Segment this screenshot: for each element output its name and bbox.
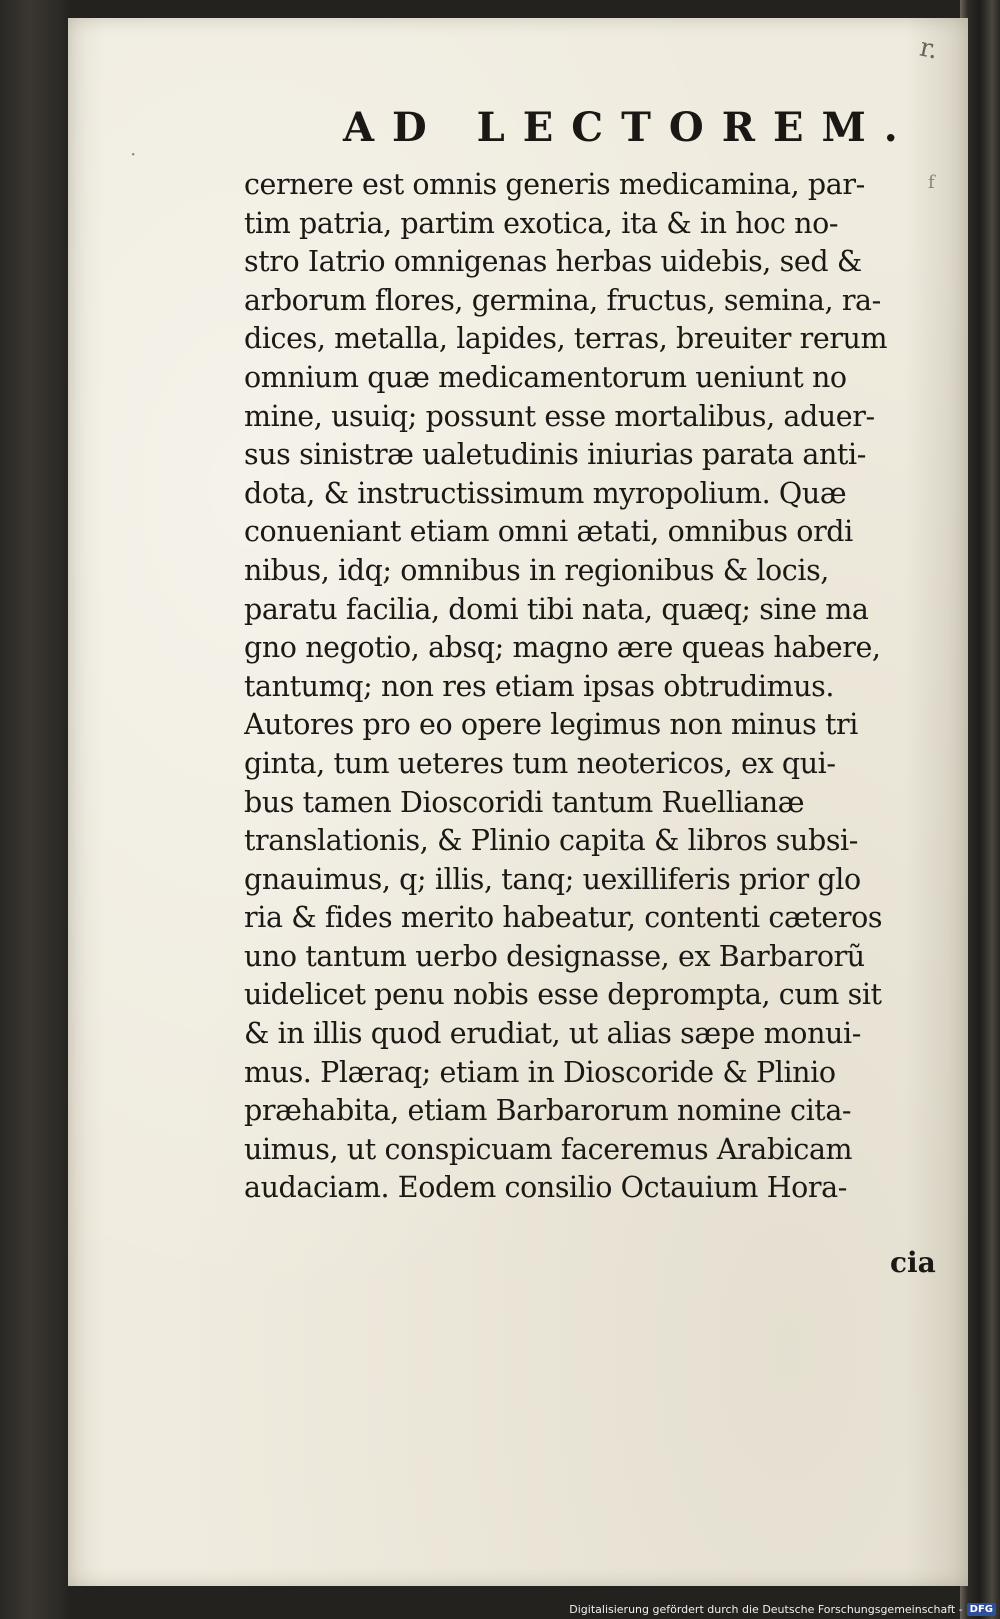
catchword: cia [890, 1246, 936, 1279]
margin-mark-left-dot: · [130, 142, 137, 166]
text-line: uidelicet penu nobis esse deprompta, cum sit [244, 978, 882, 1012]
text-line: ginta, tum ueteres tum neotericos, ex qui- [244, 746, 836, 780]
margin-mark-top-right: r. [917, 32, 941, 66]
text-line: & in illis quod erudiat, ut alias sæpe monui- [244, 1017, 861, 1051]
dfg-logo: DFG [967, 1603, 996, 1616]
text-line: mine, usuiq; possunt esse mortalibus, aduer- [244, 399, 875, 433]
text-line: arborum flores, germina, fructus, semina, ra- [244, 283, 881, 317]
text-line: sus sinistræ ualetudinis iniurias parata anti- [244, 438, 866, 472]
footer-credit [569, 1599, 1000, 1619]
text-line: cernere est omnis generis medicamina, par- [244, 168, 865, 201]
footer-text: Digitalisierung gefördert durch die Deutsche Forschungsgemeinschaft - [569, 1602, 963, 1616]
text-line: audaciam. Eodem consilio Octauium Hora- [244, 1171, 847, 1205]
text-line: dota, & instructissimum myropolium. Quæ [244, 476, 847, 510]
text-line: nibus, idq; omnibus in regionibus & locis, [244, 553, 829, 587]
text-line: dices, metalla, lapides, terras, breuiter rerum [244, 322, 888, 356]
text-line: paratu facilia, domi tibi nata, quæq; sine ma [244, 592, 869, 626]
text-block [244, 166, 964, 1208]
text-line: præhabita, etiam Barbarorum nomine cita- [244, 1094, 852, 1128]
text-line: ria & fides merito habeatur, contenti cæteros [244, 901, 883, 935]
text-line: bus tamen Dioscoridi tantum Ruellianæ [244, 785, 805, 819]
text-line: tantumq; non res etiam ipsas obtrudimus. [244, 669, 835, 703]
page-header: AD LECTOREM. [343, 104, 916, 151]
text-line: gno negotio, absq; magno ære queas habere, [244, 631, 881, 665]
text-line: Autores pro eo opere legimus non minus tri [244, 708, 858, 742]
text-line: uimus, ut conspicuam faceremus Arabicam [244, 1132, 853, 1166]
text-line: tim patria, partim exotica, ita & in hoc no- [244, 206, 839, 240]
text-line: translationis, & Plinio capita & libros subsi- [244, 824, 858, 858]
margin-mark-side-right: f [928, 172, 935, 193]
text-line: mus. Plæraq; etiam in Dioscoride & Plinio [244, 1055, 836, 1089]
text-line: omnium quæ medicamentorum ueniunt no [244, 360, 847, 394]
text-line: conueniant etiam omni ætati, omnibus ordi [244, 515, 853, 549]
text-line: uno tantum uerbo designasse, ex Barbarorũ [244, 939, 865, 973]
text-line: stro Iatrio omnigenas herbas uidebis, sed & [244, 245, 862, 279]
book-page [68, 18, 968, 1586]
text-line: gnauimus, q; illis, tanq; uexilliferis prior glo [244, 862, 861, 896]
